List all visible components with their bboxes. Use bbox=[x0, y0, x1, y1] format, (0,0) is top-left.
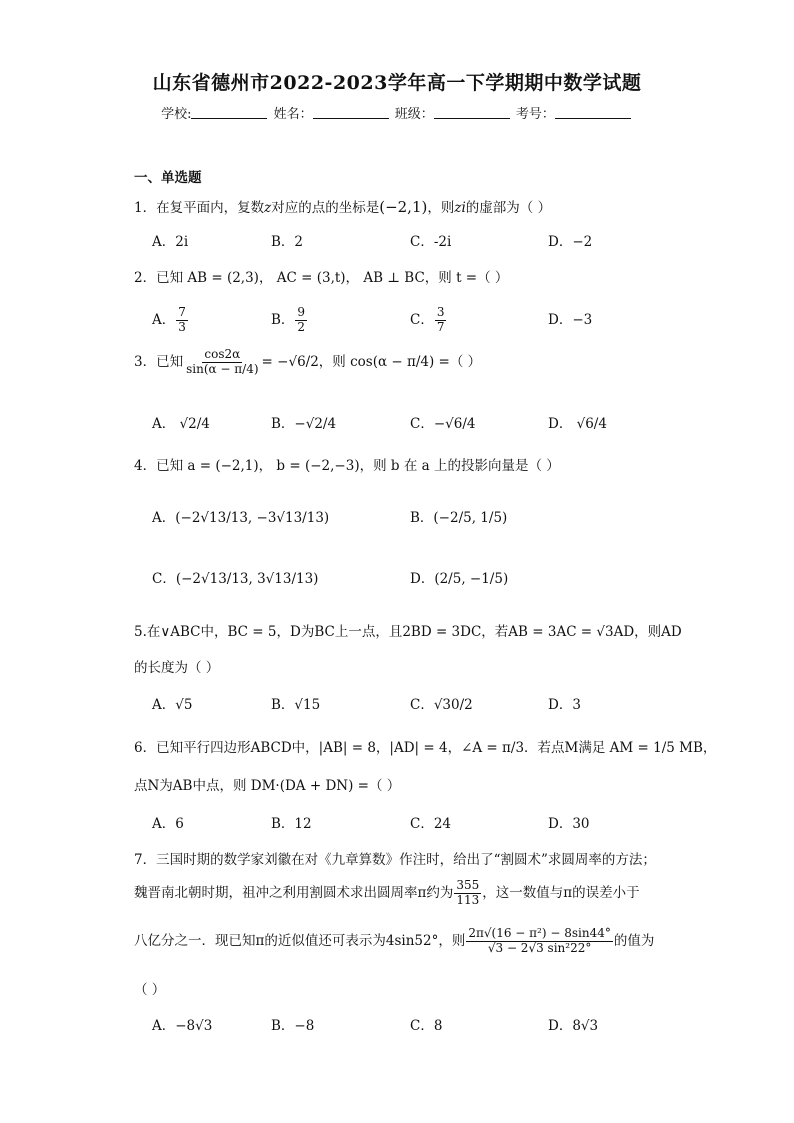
class-blank[interactable] bbox=[434, 106, 510, 119]
q1-option-d: D．−2 bbox=[548, 234, 593, 250]
question-3-stem: 3．已知 $\frac{\cos 2\alpha}{\sin(\alpha - \pi/4)}$ = −√6/2 ，则 cos(α − π/4) =（ ） bbox=[134, 347, 482, 376]
question-6-line-2: 点N为AB中点，则 DM·(DA + DN) =（ ） bbox=[134, 778, 401, 794]
question-6-line-1: 6．已知平行四边形ABCD中，|AB| = 8，|AD| = 4，∠A = π/3．若点M满足 AM = 1/5 MB， bbox=[134, 740, 717, 756]
question-7-line-2: 魏晋南北朝时期，祖冲之利用割圆术求出圆周率π约为 $\frac{355}{113}$ ，这一数值与π的误差小于 bbox=[134, 878, 640, 907]
q6-option-c: C．24 bbox=[410, 816, 452, 832]
question-7-line-1: 7．三国时期的数学家刘徽在对《九章算数》作注时，给出了“割圆术”求圆周率的方法； bbox=[134, 852, 656, 868]
q3-option-c: C．−√6/4 bbox=[410, 416, 476, 432]
name-blank[interactable] bbox=[313, 106, 389, 119]
question-7-line-4: （ ） bbox=[134, 982, 166, 998]
q1-option-c: C．-2i bbox=[410, 234, 452, 250]
question-5-line-1: 5.在∨ABC中，BC = 5，D为BC上一点，且2BD = 3DC，若AB = 3AC = √3AD，则AD bbox=[134, 624, 682, 640]
q7-option-c: C．8 bbox=[410, 1018, 443, 1034]
q4-option-a: A．(−2√13/13, −3√13/13) bbox=[152, 510, 330, 526]
question-2-stem: 2．已知 AB = (2,3)， AC = (3,t)， AB ⊥ BC，则 t =（ ） bbox=[134, 270, 509, 286]
exam-no-label: 考号： bbox=[515, 107, 555, 122]
q5-option-d: D．3 bbox=[548, 697, 581, 713]
q6-option-d: D．30 bbox=[548, 816, 590, 832]
question-1-stem: 1．在复平面内，复数z对应的点的坐标是(−2,1)，则zi的虚部为（ ） bbox=[134, 198, 552, 216]
q4-option-d: D．(2/5, −1/5) bbox=[410, 571, 509, 587]
q3-option-b: B．−√2/4 bbox=[271, 416, 337, 432]
q1-option-b: B．2 bbox=[271, 234, 304, 250]
q1-option-a: A．2i bbox=[152, 234, 189, 250]
name-label: 姓名： bbox=[273, 107, 313, 122]
q2-option-a: A． $\frac{7}{3}$ bbox=[152, 305, 186, 334]
q3-fraction: $\frac{\cos 2\alpha}{\sin(\alpha - \pi/4)}$ bbox=[186, 347, 259, 376]
school-label: 学校: bbox=[161, 107, 192, 122]
q5-option-a: A．√5 bbox=[152, 697, 193, 713]
q2-option-b: B． $\frac{9}{2}$ bbox=[271, 305, 306, 334]
q7-option-a: A．−8√3 bbox=[152, 1018, 213, 1034]
q7-option-b: B．−8 bbox=[271, 1018, 315, 1034]
q2-option-c: C． $\frac{3}{7}$ bbox=[410, 305, 445, 334]
q3-option-d: D． √6/4 bbox=[548, 416, 607, 432]
exam-no-blank[interactable] bbox=[555, 106, 631, 119]
q4-option-c: C．(−2√13/13, 3√13/13) bbox=[152, 571, 319, 587]
school-blank[interactable] bbox=[191, 106, 267, 119]
q5-option-c: C．√30/2 bbox=[410, 697, 473, 713]
q3-option-a: A． √2/4 bbox=[152, 416, 210, 432]
q4-option-b: B．(−2/5, 1/5) bbox=[410, 510, 508, 526]
question-4-stem: 4．已知 a = (−2,1)， b = (−2,−3)，则 b 在 a 上的投影向量是（ ） bbox=[134, 458, 560, 474]
student-info-row bbox=[0, 103, 794, 122]
q6-option-b: B．12 bbox=[271, 816, 312, 832]
question-7-line-3: 八亿分之一．现已知π的近似值还可表示为4sin52°，则 $\frac{\text{2π√(16 − π²) − 8sin44°}}{\text{√3 − 2√3 sin²22°}}$ 的值为 bbox=[134, 926, 655, 955]
q1-point: (−2,1) bbox=[379, 198, 428, 216]
q6-option-a: A．6 bbox=[152, 816, 184, 832]
q2-option-d: D．−3 bbox=[548, 312, 593, 328]
q5-option-b: B．√15 bbox=[271, 697, 321, 713]
page-title: 山东省德州市2022-2023学年高一下学期期中数学试题 bbox=[152, 72, 642, 94]
question-5-line-2: 的长度为（ ） bbox=[134, 660, 220, 676]
section-heading: 一、单选题 bbox=[134, 170, 202, 186]
q7-option-d: D．8√3 bbox=[548, 1018, 599, 1034]
class-label: 班级： bbox=[394, 107, 434, 122]
